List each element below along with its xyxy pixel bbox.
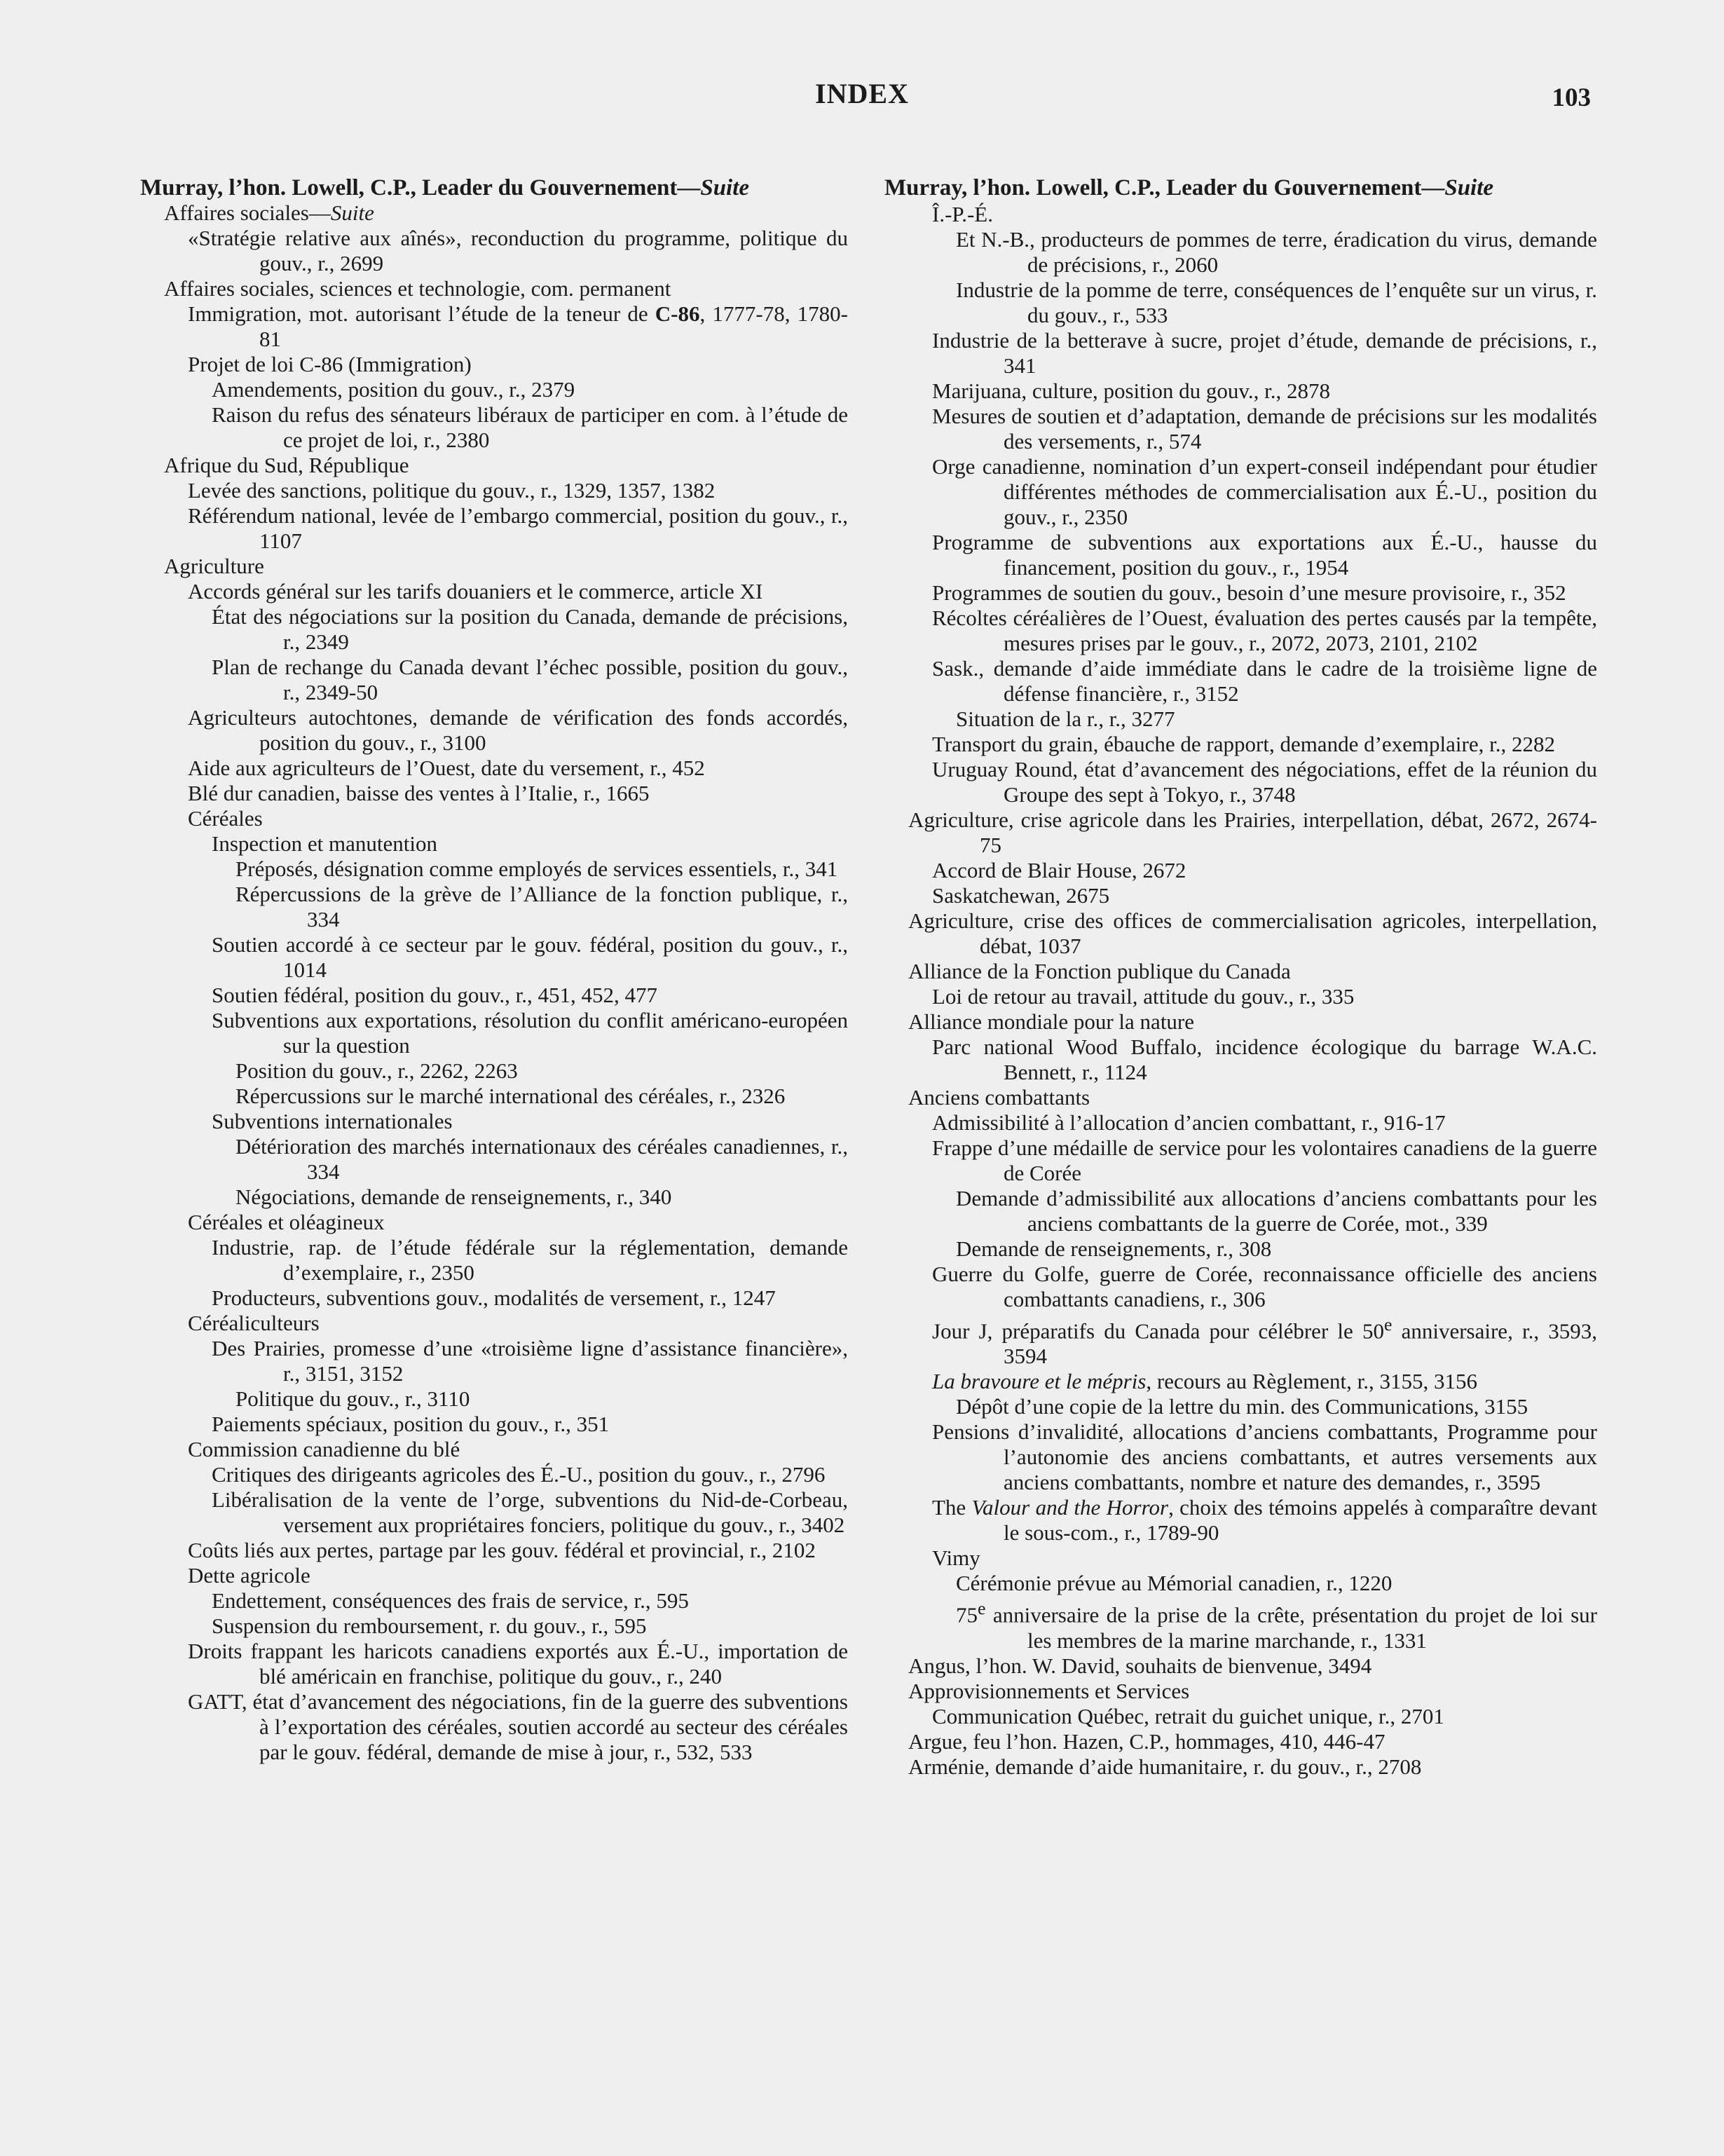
index-entry: Frappe d’une médaille de service pour les volontaires canadiens de la guerre de Corée — [932, 1135, 1597, 1185]
index-entry: Industrie de la betterave à sucre, projet d’étude, demande de précisions, r., 341 — [932, 328, 1597, 378]
index-entry: Critiques des dirigeants agricoles des É.-U., position du gouv., r., 2796 — [212, 1462, 826, 1487]
index-entry: Inspection et manutention — [212, 831, 437, 856]
index-entry: Et N.-B., producteurs de pommes de terre, éradication du virus, demande de précisions, r., 2060 — [956, 227, 1597, 277]
index-entry: Transport du grain, ébauche de rapport, demande d’exemplaire, r., 2282 — [932, 732, 1555, 756]
index-entry: Projet de loi C-86 (Immigration) — [188, 352, 472, 376]
index-entry: Céréales et oléagineux — [188, 1210, 385, 1234]
index-entry: Référendum national, levée de l’embargo commercial, position du gouv., r., 1107 — [188, 503, 848, 553]
index-entry: Répercussions de la grève de l’Alliance de la fonction publique, r., 334 — [235, 882, 848, 932]
index-entry: Parc national Wood Buffalo, incidence écologique du barrage W.A.C. Bennett, r., 1124 — [932, 1035, 1597, 1084]
index-entry: Approvisionnements et Services — [908, 1678, 1190, 1703]
index-entry: Commission canadienne du blé — [188, 1437, 460, 1461]
index-entry: Soutien fédéral, position du gouv., r., 451, 452, 477 — [212, 983, 658, 1007]
index-entry: Céréales — [188, 806, 263, 831]
index-entry: Immigration, mot. autorisant l’étude de la teneur de C-86, 1777-78, 1780-81 — [188, 301, 848, 351]
page-number: 103 — [1552, 83, 1591, 112]
index-entry: Marijuana, culture, position du gouv., r., 2878 — [932, 378, 1330, 403]
index-entry: Soutien accordé à ce secteur par le gouv. fédéral, position du gouv., r., 1014 — [212, 932, 848, 982]
index-entry: Répercussions sur le marché international des céréales, r., 2326 — [235, 1084, 786, 1108]
index-entry: Programmes de soutien du gouv., besoin d’une mesure provisoire, r., 352 — [932, 580, 1566, 605]
index-entry: Raison du refus des sénateurs libéraux de participer en com. à l’étude de ce projet de loi, r., 2380 — [212, 402, 848, 452]
right-column — [884, 175, 1597, 1780]
index-entry: État des négociations sur la position du Canada, demande de précisions, r., 2349 — [212, 604, 848, 654]
left-column — [140, 175, 848, 1765]
index-entry: GATT, état d’avancement des négociations, fin de la guerre des subventions à l’exportation des céréales, soutien accordé au secteur des céréales par le gouv. fédéral, demande de mise à jour, r., 532, 533 — [188, 1689, 848, 1764]
index-entry: Programme de subventions aux exportations aux É.-U., hausse du financement, position du gouv., r., 1954 — [932, 530, 1597, 580]
index-entry: Amendements, position du gouv., r., 2379 — [212, 377, 575, 402]
index-entry: Producteurs, subventions gouv., modalités de versement, r., 1247 — [212, 1285, 776, 1310]
index-entry: Sask., demande d’aide immédiate dans le cadre de la troisième ligne de défense financière, r., 3152 — [932, 656, 1597, 706]
index-entry: Position du gouv., r., 2262, 2263 — [235, 1058, 518, 1083]
index-entry: Situation de la r., r., 3277 — [956, 707, 1175, 731]
index-entry: Angus, l’hon. W. David, souhaits de bienvenue, 3494 — [908, 1653, 1372, 1678]
index-entry: Préposés, désignation comme employés de services essentiels, r., 341 — [235, 857, 838, 881]
index-entry: Guerre du Golfe, guerre de Corée, reconnaissance officielle des anciens combattants canadiens, r., 306 — [932, 1262, 1597, 1311]
index-entry: Paiements spéciaux, position du gouv., r., 351 — [212, 1412, 610, 1436]
index-entry: Blé dur canadien, baisse des ventes à l’Italie, r., 1665 — [188, 781, 650, 805]
index-entry: Argue, feu l’hon. Hazen, C.P., hommages, 410, 446-47 — [908, 1728, 1386, 1754]
index-entry: Alliance de la Fonction publique du Canada — [908, 959, 1291, 983]
index-entry: Arménie, demande d’aide humanitaire, r. du gouv., r., 2708 — [908, 1754, 1422, 1779]
index-entry: Admissibilité à l’allocation d’ancien combattant, r., 916-17 — [932, 1110, 1446, 1135]
index-entry: Demande de renseignements, r., 308 — [956, 1236, 1272, 1261]
index-entry: Jour J, préparatifs du Canada pour célébrer le 50e anniversaire, r., 3593, 3594 — [932, 1314, 1598, 1369]
index-heading: Murray, l’hon. Lowell, C.P., Leader du Gouvernement—Suite — [140, 175, 750, 200]
index-entry: Suspension du remboursement, r. du gouv., r., 595 — [212, 1613, 647, 1638]
index-entry: Afrique du Sud, République — [164, 453, 409, 477]
index-entry: Affaires sociales—Suite — [164, 200, 374, 225]
index-entry: Agriculture, crise agricole dans les Prairies, interpellation, débat, 2672, 2674-75 — [908, 807, 1597, 857]
index-entry: Accord de Blair House, 2672 — [932, 858, 1186, 882]
index-entry: Libéralisation de la vente de l’orge, subventions du Nid-de-Corbeau, versement aux propriétaires fonciers, politique du gouv., r., 3402 — [212, 1487, 848, 1537]
index-entry: Loi de retour au travail, attitude du gouv., r., 335 — [932, 984, 1355, 1009]
index-entry: Affaires sociales, sciences et technologie, com. permanent — [164, 276, 671, 301]
index-entry: La bravoure et le mépris, recours au Règlement, r., 3155, 3156 — [932, 1369, 1478, 1394]
index-entry: Agriculture, crise des offices de commercialisation agricoles, interpellation, débat, 1037 — [908, 908, 1597, 958]
index-entry: Négociations, demande de renseignements, r., 340 — [235, 1185, 672, 1209]
index-entry: Accords général sur les tarifs douaniers et le commerce, article XI — [188, 579, 763, 603]
index-entry: Saskatchewan, 2675 — [932, 883, 1110, 908]
index-entry: Industrie de la pomme de terre, conséquences de l’enquête sur un virus, r. du gouv., r., 533 — [956, 278, 1597, 327]
index-entry: Agriculteurs autochtones, demande de vérification des fonds accordés, position du gouv., r., 3100 — [188, 705, 848, 755]
index-entry: Dépôt d’une copie de la lettre du min. des Communications, 3155 — [956, 1394, 1528, 1419]
index-entry: Aide aux agriculteurs de l’Ouest, date du versement, r., 452 — [188, 756, 705, 780]
index-entry: Politique du gouv., r., 3110 — [235, 1386, 470, 1411]
index-entry: Vimy — [932, 1546, 980, 1571]
index-entry: Anciens combattants — [908, 1085, 1090, 1110]
index-entry: Orge canadienne, nomination d’un expert-conseil indépendant pour étudier différentes méthodes de commercialisation aux É.-U., position du gouv., r., 2350 — [932, 454, 1597, 529]
index-entry: Communication Québec, retrait du guichet unique, r., 2701 — [932, 1703, 1444, 1728]
index-entry: Subventions aux exportations, résolution du conflit américano-européen sur la question — [212, 1008, 848, 1058]
index-entry: Industrie, rap. de l’étude fédérale sur la réglementation, demande d’exemplaire, r., 2350 — [212, 1235, 848, 1285]
index-entry: Subventions internationales — [212, 1109, 453, 1133]
index-entry: Demande d’admissibilité aux allocations d’anciens combattants pour les anciens combattants de la guerre de Corée, mot., 339 — [956, 1186, 1597, 1236]
index-entry: Céréaliculteurs — [188, 1311, 320, 1335]
index-entry: Levée des sanctions, politique du gouv., r., 1329, 1357, 1382 — [188, 478, 716, 503]
index-entry: Endettement, conséquences des frais de service, r., 595 — [212, 1588, 689, 1613]
running-title: INDEX — [815, 78, 909, 109]
index-entry: Des Prairies, promesse d’une «troisième ligne d’assistance financière», r., 3151, 3152 — [212, 1336, 848, 1386]
index-entry: Droits frappant les haricots canadiens exportés aux É.-U., importation de blé américain en franchise, politique du gouv., r., 240 — [188, 1639, 848, 1688]
index-entry: Uruguay Round, état d’avancement des négociations, effet de la réunion du Groupe des sept à Tokyo, r., 3748 — [932, 757, 1597, 807]
index-entry: Cérémonie prévue au Mémorial canadien, r., 1220 — [956, 1571, 1393, 1596]
index-entry: The Valour and the Horror, choix des témoins appelés à comparaître devant le sous-com., r., 1789-90 — [932, 1495, 1597, 1546]
index-entry: Détérioration des marchés internationaux des céréales canadiennes, r., 334 — [235, 1134, 848, 1184]
index-entry: Coûts liés aux pertes, partage par les gouv. fédéral et provincial, r., 2102 — [188, 1538, 816, 1562]
index-entry: Plan de rechange du Canada devant l’échec possible, position du gouv., r., 2349-50 — [212, 655, 848, 704]
index-entry: 75e anniversaire de la prise de la crête, présentation du projet de loi sur les membres de la marine marchande, r., 1331 — [956, 1598, 1597, 1653]
index-entry: Î.-P.-É. — [932, 202, 993, 226]
index-heading: Murray, l’hon. Lowell, C.P., Leader du Gouvernement—Suite — [884, 175, 1494, 200]
index-entry: Mesures de soutien et d’adaptation, demande de précisions sur les modalités des versements, r., 574 — [932, 404, 1597, 453]
index-entry: Agriculture — [164, 554, 264, 578]
index-entry: Pensions d’invalidité, allocations d’anciens combattants, Programme pour l’autonomie des anciens combattants, et autres versements aux anciens combattants, nombre et nature des demandes, r., 3595 — [932, 1419, 1597, 1495]
index-entry: «Stratégie relative aux aînés», reconduction du programme, politique du gouv., r., 2699 — [188, 226, 848, 275]
index-entry: Récoltes céréalières de l’Ouest, évaluation des pertes causés par la tempête, mesures prises par le gouv., r., 2072, 2073, 2101, 2102 — [932, 606, 1597, 655]
index-entry: Dette agricole — [188, 1563, 310, 1588]
index-entry: Alliance mondiale pour la nature — [908, 1009, 1195, 1034]
